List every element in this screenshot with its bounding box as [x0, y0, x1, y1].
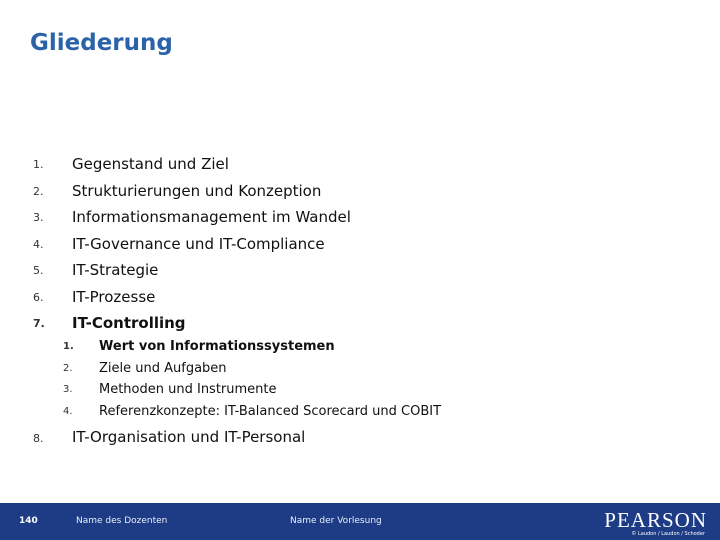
pearson-logo: PEARSON	[604, 508, 707, 532]
suboutline-text: Methoden und Instrumente	[99, 382, 277, 397]
suboutline-number: 3.	[63, 384, 73, 395]
outline-number: 1.	[33, 158, 44, 171]
outline-text: Gegenstand und Ziel	[72, 155, 229, 173]
suboutline-number: 1.	[63, 341, 74, 352]
page-number: 140	[19, 516, 38, 526]
footer-bar	[0, 503, 720, 540]
suboutline-text: Referenzkonzepte: IT-Balanced Scorecard und COBIT	[99, 404, 442, 419]
outline-text: Strukturierungen und Konzeption	[72, 182, 322, 200]
suboutline-text: Wert von Informationssystemen	[99, 339, 335, 354]
outline-text: IT-Governance und IT-Compliance	[72, 235, 325, 253]
outline-number: 2.	[33, 185, 44, 198]
outline-number: 8.	[33, 432, 44, 445]
outline-number: 5.	[33, 264, 44, 277]
outline-number: 4.	[33, 238, 44, 251]
suboutline-number: 4.	[63, 406, 73, 417]
course-name: Name der Vorlesung	[290, 516, 382, 526]
outline-number: 3.	[33, 211, 44, 224]
outline-number: 7.	[33, 317, 45, 330]
outline-text: IT-Strategie	[72, 261, 159, 279]
outline-text: IT-Prozesse	[72, 288, 156, 306]
copyright-text: © Laudon / Laudon / Schoder	[631, 531, 705, 537]
outline-text: IT-Controlling	[72, 314, 186, 332]
outline-text: IT-Organisation und IT-Personal	[72, 428, 306, 446]
suboutline-text: Ziele und Aufgaben	[99, 361, 227, 376]
suboutline-number: 2.	[63, 363, 73, 374]
outline-text: Informationsmanagement im Wandel	[72, 208, 351, 226]
outline-number: 6.	[33, 291, 44, 304]
slide-title: Gliederung	[30, 30, 173, 56]
lecturer-name: Name des Dozenten	[76, 516, 168, 526]
